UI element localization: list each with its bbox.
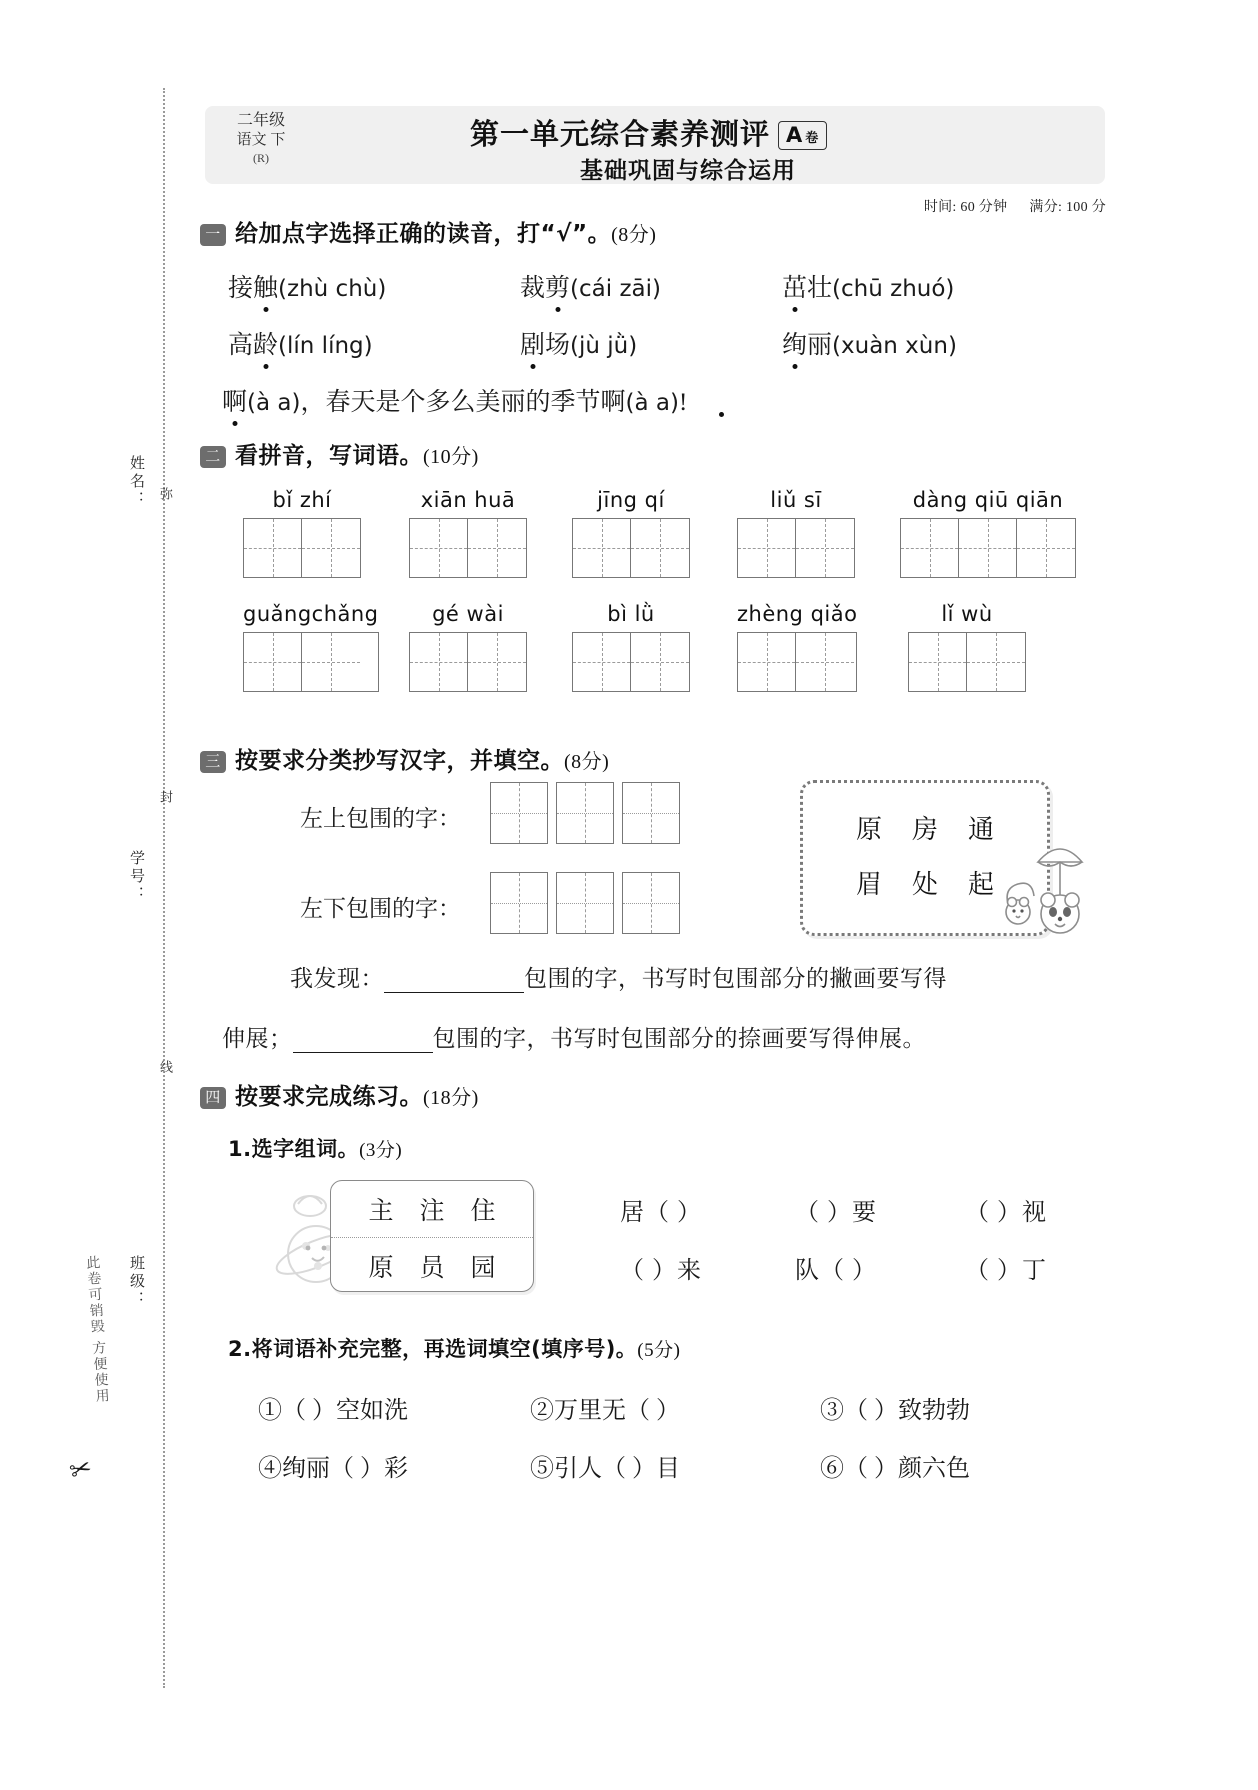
time-label: 时间: 60 分钟 (923, 200, 1008, 215)
fold-line (163, 88, 165, 1688)
q3-finding-mid-1: 包围的字，书写时包围部分的撇画要写得 (524, 966, 947, 991)
section-1-number: 一 (200, 224, 226, 246)
q3-character-card (800, 780, 1050, 936)
q2-word-4 (737, 488, 855, 578)
q3-answer-box[interactable] (622, 782, 680, 844)
section-1-title: 给加点字选择正确的读音，打“√”。 (235, 221, 612, 247)
q1-sentence (222, 382, 687, 418)
grid-cell[interactable] (796, 633, 854, 691)
q4-choose-card (330, 1180, 534, 1292)
section-2-number: 二 (200, 446, 226, 468)
side-label-xian: 线 (158, 1060, 173, 1073)
q4-item-4[interactable]: ④绚丽（ ）彩 (258, 1456, 408, 1482)
q1-word: 场 (545, 332, 571, 359)
section-3-number: 三 (200, 751, 226, 773)
q1-options: (lín líng) (278, 333, 373, 359)
q2-word-8 (572, 602, 690, 692)
q4-fill-2-2[interactable]: 队（ ） (795, 1258, 877, 1284)
q1-item-5 (520, 325, 637, 361)
character-card-box (800, 780, 1050, 936)
q4-card-row-1 (331, 1181, 533, 1238)
section-2-heading (200, 437, 479, 470)
q4-fill-1-3[interactable]: （ ）视 (965, 1200, 1047, 1226)
q1-word: 高 (228, 332, 254, 359)
q2-pinyin: xiān huā (420, 488, 516, 512)
q1-dotted-char: 触 (253, 275, 279, 302)
grid-cell[interactable] (631, 633, 689, 691)
q4-sub2-title: 将词语补充完整，再选词填空(填序号)。 (251, 1337, 638, 1361)
q1-sentence-end: ! (678, 389, 688, 416)
grid-cell[interactable] (738, 633, 796, 691)
q1-sentence-dot-2 (719, 412, 724, 417)
grid-cell[interactable] (244, 519, 302, 577)
q3-finding-prefix: 我发现： (290, 966, 384, 991)
page-subtitle: 基础巩固与综合运用 (580, 158, 796, 184)
q3-blank-2[interactable] (293, 1026, 433, 1053)
q4-fill-2-3[interactable]: （ ）丁 (965, 1258, 1047, 1284)
q4-sub1-number: 1. (228, 1137, 252, 1161)
q2-word-7 (409, 602, 527, 692)
q2-pinyin: guǎngchǎng (243, 602, 379, 626)
section-3-points: (8分) (564, 751, 610, 773)
q4-card-char: 住 (470, 1198, 496, 1225)
section-4-heading (200, 1078, 479, 1111)
q4-item-2[interactable]: ②万里无（ ） (530, 1398, 680, 1424)
page-title (470, 112, 990, 153)
grid-cell[interactable] (573, 519, 631, 577)
q3-blank-1[interactable] (384, 966, 524, 993)
q2-pinyin: lǐ wù (941, 602, 993, 626)
q4-sub2-points: (5分) (637, 1340, 681, 1361)
scissors-icon: ✂ (65, 1452, 96, 1487)
grade-line3: (R) (253, 150, 269, 165)
q2-word-6 (243, 602, 379, 692)
section-4-number: 四 (200, 1087, 226, 1109)
q1-dotted-char: 剪 (545, 275, 571, 302)
q3-answer-box[interactable] (490, 782, 548, 844)
q4-sub1-points: (3分) (359, 1140, 403, 1161)
side-label-student-id: 学号： (128, 850, 144, 904)
character-card-row-2 (803, 864, 1047, 901)
side-label-name: 姓名： (128, 455, 144, 509)
q3-answer-box[interactable] (490, 872, 548, 934)
section-3-title: 按要求分类抄写汉字，并填空。 (235, 748, 564, 774)
q1-options: (chū zhuó) (832, 276, 955, 302)
q1-word: 裁 (520, 275, 546, 302)
q3-boxes-1[interactable] (490, 782, 680, 844)
badge-letter: A (786, 123, 804, 147)
writing-grid[interactable] (572, 632, 690, 692)
q2-pinyin: gé wài (432, 602, 504, 626)
q4-sub2-heading (228, 1333, 680, 1363)
grid-cell[interactable] (302, 633, 360, 691)
q2-word-9 (737, 602, 857, 692)
q4-card-row-2 (331, 1238, 533, 1294)
q1-sentence-options-1: (à a) (247, 390, 301, 416)
q2-word-10 (908, 602, 1026, 692)
q1-dotted-char: 龄 (253, 332, 279, 359)
q1-options: (jù jǜ) (570, 333, 638, 359)
q1-options: (xuàn xùn) (832, 333, 957, 359)
q1-word: 丽 (807, 332, 833, 359)
section-2-points: (10分) (423, 446, 479, 468)
grade-info (213, 110, 309, 167)
q2-pinyin: bì lǜ (607, 602, 655, 626)
grid-cell[interactable] (410, 519, 468, 577)
q3-finding-mid-2: 包围的字，书写时包围部分的捺画要写得伸展。 (432, 1026, 926, 1051)
q4-item-3[interactable]: ③（ ）致勃勃 (820, 1398, 970, 1424)
section-3-heading (200, 742, 609, 775)
grid-cell[interactable] (410, 633, 468, 691)
section-1-heading (200, 215, 656, 248)
q4-item-1[interactable]: ①（ ）空如洗 (258, 1398, 408, 1424)
grid-cell[interactable] (468, 633, 526, 691)
section-4-title: 按要求完成练习。 (235, 1084, 423, 1110)
q2-pinyin: bǐ zhí (272, 488, 332, 512)
q2-word-3 (572, 488, 690, 578)
section-1-points: (8分) (611, 224, 657, 246)
card-char: 通 (968, 815, 995, 844)
q3-finding-line2-prefix: 伸展； (222, 1026, 293, 1051)
grid-cell[interactable] (302, 519, 360, 577)
q4-fill-2-1[interactable]: （ ）来 (620, 1258, 702, 1284)
q2-pinyin: zhèng qiǎo (737, 602, 858, 626)
q1-item-3 (782, 268, 954, 304)
q1-dotted-char: 茁 (782, 275, 808, 302)
q3-answer-box[interactable] (622, 872, 680, 934)
q2-word-2 (409, 488, 527, 578)
q3-answer-box[interactable] (556, 872, 614, 934)
q3-label-2: 左下包围的字： (300, 896, 461, 921)
grid-cell[interactable] (244, 633, 302, 691)
writing-grid[interactable] (243, 518, 361, 578)
card-char: 原 (855, 815, 882, 844)
q1-item-4 (228, 325, 373, 361)
writing-grid[interactable] (572, 518, 690, 578)
page-title-text: 第一单元综合素养测评 (470, 117, 771, 151)
q1-options: (cái zāi) (570, 276, 661, 302)
q1-item-2 (520, 268, 661, 304)
section-2-title: 看拼音，写词语。 (235, 443, 423, 469)
q1-item-6 (782, 325, 957, 361)
writing-grid[interactable] (409, 632, 527, 692)
writing-grid[interactable] (243, 632, 379, 692)
q4-card-char: 员 (419, 1255, 445, 1282)
q3-finding-line-1 (290, 960, 947, 993)
score-label: 满分: 100 分 (1029, 200, 1106, 215)
writing-grid[interactable] (409, 518, 527, 578)
q4-item-6[interactable]: ⑥（ ）颜六色 (820, 1456, 970, 1482)
side-slogan: 此卷可销毁 方便使用 (83, 1254, 110, 1405)
q1-sentence-char-1: 啊 (222, 389, 248, 416)
grid-cell[interactable] (1017, 519, 1075, 577)
q4-card-char: 注 (419, 1198, 445, 1225)
grade-line1: 二年级 (236, 112, 285, 129)
side-label-class: 班级： (128, 1255, 144, 1309)
q2-pinyin: liǔ sī (770, 488, 822, 512)
q2-word-5 (900, 488, 1076, 578)
writing-grid[interactable] (737, 518, 855, 578)
q4-fill-1-2[interactable]: （ ）要 (795, 1200, 877, 1226)
character-card-row-1 (803, 809, 1047, 846)
q4-sub2-number: 2. (228, 1337, 252, 1361)
grid-cell[interactable] (468, 519, 526, 577)
q3-answer-box[interactable] (556, 782, 614, 844)
q2-pinyin: jīng qí (597, 488, 665, 512)
q4-item-5[interactable]: ⑤引人（ ）目 (530, 1456, 680, 1482)
q2-pinyin: dàng qiū qiān (912, 488, 1064, 512)
writing-grid[interactable] (900, 518, 1076, 578)
grid-cell[interactable] (573, 633, 631, 691)
q3-finding-line-2 (222, 1020, 926, 1053)
paper-badge (778, 121, 827, 150)
q1-word: 接 (228, 275, 254, 302)
card-char: 眉 (855, 870, 882, 899)
grid-cell[interactable] (738, 519, 796, 577)
exam-meta (902, 196, 1106, 216)
grade-line2: 语文 下 (236, 132, 286, 149)
grid-cell[interactable] (796, 519, 854, 577)
grid-cell[interactable] (959, 519, 1017, 577)
q4-card-char: 主 (368, 1198, 394, 1225)
q4-card-char: 原 (368, 1255, 394, 1282)
q1-options: (zhù chù) (278, 276, 387, 302)
q1-sentence-options-2: (à a) (625, 390, 679, 416)
q1-dotted-char: 绚 (782, 332, 808, 359)
q4-sub1-title: 选字组词。 (251, 1137, 360, 1161)
q4-fill-1-1[interactable]: 居（ ） (620, 1200, 702, 1226)
writing-grid[interactable] (737, 632, 857, 692)
side-label-mi: 弥 (158, 487, 173, 500)
badge-suffix: 卷 (805, 131, 820, 146)
q1-sentence-mid: ，春天是个多么美丽的季节啊 (300, 389, 626, 416)
q1-dotted-char: 剧 (520, 332, 546, 359)
grid-cell[interactable] (901, 519, 959, 577)
section-4-points: (18分) (423, 1087, 479, 1109)
q2-word-1 (243, 488, 361, 578)
card-char: 房 (911, 815, 938, 844)
q4-sub1-heading (228, 1133, 402, 1163)
card-char: 处 (911, 870, 938, 899)
writing-grid[interactable] (908, 632, 1026, 692)
card-char: 起 (968, 870, 995, 899)
grid-cell[interactable] (909, 633, 967, 691)
q3-label-1: 左上包围的字： (300, 806, 461, 831)
q3-boxes-2[interactable] (490, 872, 680, 934)
q1-item-1 (228, 268, 386, 304)
q4-card-char: 园 (470, 1255, 496, 1282)
grid-cell[interactable] (967, 633, 1025, 691)
q1-word: 壮 (807, 275, 833, 302)
grid-cell[interactable] (631, 519, 689, 577)
side-label-feng: 封 (158, 790, 173, 803)
